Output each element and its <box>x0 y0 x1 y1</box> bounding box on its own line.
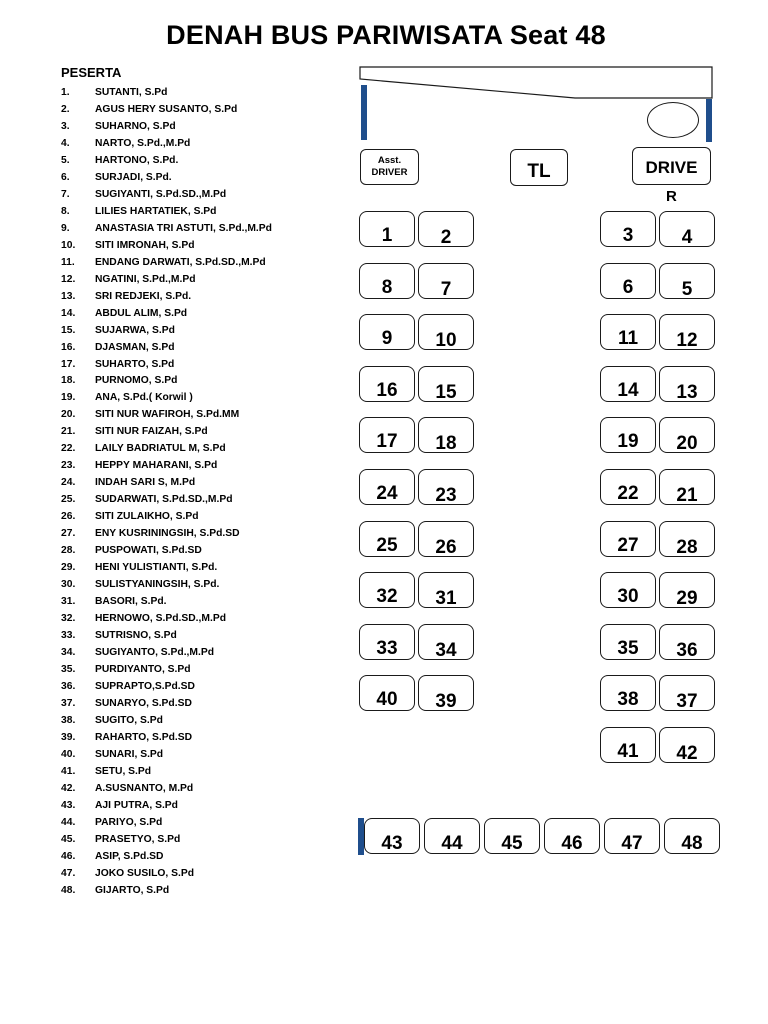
seat-number: 12 <box>676 330 698 351</box>
seat-button[interactable] <box>418 366 474 402</box>
participant-name: DJASMAN, S.Pd <box>95 341 175 353</box>
seat-number: 30 <box>617 586 639 607</box>
participant-name: LILIES HARTATIEK, S.Pd <box>95 205 217 217</box>
participant-number: 39. <box>61 731 76 743</box>
participant-number: 43. <box>61 799 76 811</box>
seat-number: 17 <box>376 431 398 452</box>
participant-number: 41. <box>61 765 76 777</box>
seat-button[interactable] <box>659 727 715 763</box>
participant-name: HARTONO, S.Pd. <box>95 154 179 166</box>
participant-name: HENI YULISTIANTI, S.Pd. <box>95 562 218 574</box>
seat-button[interactable] <box>600 263 656 299</box>
participant-number: 14. <box>61 307 76 319</box>
seat-button[interactable] <box>600 314 656 350</box>
seat-button[interactable] <box>600 469 656 505</box>
participant-number: 19. <box>61 392 76 404</box>
participant-name: SUDARWATI, S.Pd.SD.,M.Pd <box>95 494 233 506</box>
participant-name: SETU, S.Pd <box>95 765 152 777</box>
participant-name: NARTO, S.Pd.,M.Pd <box>95 137 191 149</box>
participant-number: 40. <box>61 748 76 760</box>
page-title: DENAH BUS PARIWISATA Seat 48 <box>166 20 606 50</box>
participant-number: 24. <box>61 477 76 489</box>
seat-button[interactable] <box>359 572 415 608</box>
seat-number: 18 <box>435 433 457 454</box>
seat-button[interactable] <box>659 314 715 350</box>
seat-button[interactable] <box>359 417 415 453</box>
participant-number: 31. <box>61 596 76 608</box>
participant-number: 11. <box>61 256 75 268</box>
seat-button[interactable] <box>418 314 474 350</box>
participant-name: PARIYO, S.Pd <box>95 816 163 828</box>
seat-number: 11 <box>617 328 639 349</box>
front-door-right-marker <box>706 99 712 142</box>
participant-number: 21. <box>61 426 76 438</box>
driver-label-line1: DRIVE <box>645 158 698 177</box>
seat-button[interactable] <box>659 572 715 608</box>
seat-button[interactable] <box>600 727 656 763</box>
seat-number: 38 <box>617 689 639 710</box>
seat-number: 13 <box>676 382 698 403</box>
participant-number: 29. <box>61 562 76 574</box>
seat-button[interactable] <box>544 818 600 854</box>
seat-number: 46 <box>561 833 583 854</box>
seat-button[interactable] <box>359 675 415 711</box>
participant-number: 46. <box>61 850 76 862</box>
seat-number: 34 <box>435 640 457 661</box>
participant-name: ENY KUSRININGSIH, S.Pd.SD <box>95 528 240 540</box>
seat-number: 16 <box>376 380 398 401</box>
participant-number: 15. <box>61 324 76 336</box>
participant-name: SUHARNO, S.Pd <box>95 120 176 132</box>
seat-number: 45 <box>501 833 523 854</box>
seat-button[interactable] <box>600 366 656 402</box>
participant-name: ABDUL ALIM, S.Pd <box>95 307 188 319</box>
seat-button[interactable] <box>418 521 474 557</box>
tl-label: TL <box>527 161 551 182</box>
asst-driver-label-line1: Asst. <box>377 155 402 166</box>
seat-number: 33 <box>376 638 398 659</box>
seat-button[interactable] <box>659 366 715 402</box>
participant-name: SULISTYANINGSIH, S.Pd. <box>95 579 220 591</box>
participant-number: 38. <box>61 714 76 726</box>
seat-button[interactable] <box>659 469 715 505</box>
seat-button[interactable] <box>364 818 420 854</box>
participant-number: 1. <box>61 87 70 98</box>
participant-name: SURJADI, S.Pd. <box>95 171 172 183</box>
participant-name: BASORI, S.Pd. <box>95 596 167 608</box>
participant-number: 44. <box>61 816 76 828</box>
seat-number: 7 <box>440 279 452 300</box>
participant-number: 8. <box>61 205 70 217</box>
seat-button[interactable] <box>659 624 715 660</box>
participant-number: 16. <box>61 341 76 353</box>
seat-button[interactable] <box>359 263 415 299</box>
seat-button[interactable] <box>604 818 660 854</box>
asst-driver-seat[interactable] <box>360 149 419 185</box>
seat-button[interactable] <box>418 417 474 453</box>
seat-number: 15 <box>435 382 457 403</box>
seat-button[interactable] <box>600 624 656 660</box>
seat-button[interactable] <box>664 818 720 854</box>
seat-button[interactable] <box>659 521 715 557</box>
seat-number: 23 <box>435 485 457 506</box>
seat-number: 1 <box>381 225 393 246</box>
participant-name: ASIP, S.Pd.SD <box>95 850 164 862</box>
participant-name: SUPRAPTO,S.Pd.SD <box>95 680 195 692</box>
participant-name: SUGIYANTI, S.Pd.SD.,M.Pd <box>95 188 227 200</box>
seat-button[interactable] <box>359 314 415 350</box>
participant-name: SUTRISNO, S.Pd <box>95 630 177 642</box>
participant-number: 28. <box>61 545 76 557</box>
seat-number: 41 <box>617 741 639 762</box>
seat-number: 44 <box>441 833 463 854</box>
seat-number: 19 <box>617 431 639 452</box>
asst-driver-label-line2: DRIVER <box>371 167 408 178</box>
seat-button[interactable] <box>418 675 474 711</box>
seat-number: 31 <box>435 588 457 609</box>
seat-button[interactable] <box>659 211 715 247</box>
seat-button[interactable] <box>418 572 474 608</box>
participant-name: INDAH SARI S, M.Pd <box>95 477 196 489</box>
participant-name: JOKO SUSILO, S.Pd <box>95 867 194 879</box>
participant-number: 35. <box>61 663 76 675</box>
driver-label-line2: R <box>666 188 677 205</box>
participant-name: SUNARYO, S.Pd.SD <box>95 697 192 709</box>
seat-button[interactable] <box>424 818 480 854</box>
seat-number: 48 <box>681 833 703 854</box>
participant-name: A.SUSNANTO, M.Pd <box>95 782 194 794</box>
tl-seat[interactable] <box>510 149 568 186</box>
seat-number: 35 <box>617 638 639 659</box>
participant-number: 3. <box>61 120 70 132</box>
participant-number: 47. <box>61 867 76 879</box>
participant-number: 10. <box>61 239 76 251</box>
seat-button[interactable] <box>418 624 474 660</box>
participant-number: 12. <box>61 273 76 285</box>
seat-number: 39 <box>435 691 457 712</box>
participant-name: NGATINI, S.Pd.,M.Pd <box>95 273 196 285</box>
participant-name: SUTANTI, S.Pd <box>95 87 168 98</box>
seat-button[interactable] <box>359 624 415 660</box>
seat-number: 22 <box>617 483 639 504</box>
seat-number: 4 <box>681 227 693 248</box>
participant-number: 27. <box>61 528 76 540</box>
seat-number: 5 <box>681 279 693 300</box>
participant-number: 5. <box>61 154 70 166</box>
seat-button[interactable] <box>600 572 656 608</box>
participant-number: 23. <box>61 460 76 472</box>
seat-number: 9 <box>381 328 393 349</box>
participant-name: AGUS HERY SUSANTO, S.Pd <box>95 103 238 115</box>
participant-number: 34. <box>61 647 76 658</box>
participant-name: PRASETYO, S.Pd <box>95 833 181 845</box>
seat-button[interactable] <box>359 469 415 505</box>
participant-number: 48. <box>61 884 76 896</box>
participant-name: SRI REDJEKI, S.Pd. <box>95 290 192 302</box>
seat-button[interactable] <box>659 675 715 711</box>
seat-button[interactable] <box>600 417 656 453</box>
participant-name: SUNARI, S.Pd <box>95 748 164 760</box>
seat-button[interactable] <box>359 211 415 247</box>
participant-number: 7. <box>61 188 70 200</box>
participant-name: GIJARTO, S.Pd <box>95 884 170 896</box>
participant-name: SITI NUR FAIZAH, S.Pd <box>95 426 208 438</box>
seat-number: 21 <box>676 485 698 506</box>
participant-number: 37. <box>61 697 76 709</box>
participant-number: 13. <box>61 290 76 302</box>
participant-number: 20. <box>61 409 76 421</box>
seat-button[interactable] <box>600 521 656 557</box>
participant-name: SITI IMRONAH, S.Pd <box>95 239 195 251</box>
seat-number: 3 <box>622 225 634 246</box>
participant-number: 18. <box>61 375 76 387</box>
participant-number: 42. <box>61 782 76 794</box>
participant-number: 25. <box>61 494 76 506</box>
participants-heading: PESERTA <box>61 65 122 80</box>
seat-button[interactable] <box>359 366 415 402</box>
participant-number: 2. <box>61 103 70 115</box>
seat-number: 28 <box>676 537 698 558</box>
seat-number: 25 <box>376 535 398 556</box>
participant-number: 6. <box>61 171 70 183</box>
seat-number: 32 <box>376 586 398 607</box>
seat-number: 47 <box>621 833 643 854</box>
seat-number: 27 <box>617 535 639 556</box>
seat-number: 24 <box>376 483 398 504</box>
seat-number: 10 <box>435 330 457 351</box>
seat-number: 8 <box>381 277 393 298</box>
seat-number: 43 <box>381 833 403 854</box>
participant-name: SUHARTO, S.Pd <box>95 358 175 370</box>
seat-number: 2 <box>440 227 452 248</box>
participant-name: PURNOMO, S.Pd <box>95 375 178 387</box>
participant-number: 26. <box>61 511 76 523</box>
participant-name: HEPPY MAHARANI, S.Pd <box>95 460 218 472</box>
participant-name: AJI PUTRA, S.Pd <box>95 799 178 811</box>
seat-number: 6 <box>622 277 634 298</box>
participant-name: HERNOWO, S.Pd.SD.,M.Pd <box>95 613 227 625</box>
seat-button[interactable] <box>484 818 540 854</box>
participant-number: 33. <box>61 630 76 642</box>
participant-name: SITI NUR WAFIROH, S.Pd.MM <box>95 409 240 421</box>
participant-name: SITI ZULAIKHO, S.Pd <box>95 511 199 523</box>
seat-button[interactable] <box>600 675 656 711</box>
seat-button[interactable] <box>418 469 474 505</box>
participant-name: ANA, S.Pd.( Korwil ) <box>95 392 193 404</box>
participant-number: 45. <box>61 833 76 845</box>
participant-name: ENDANG DARWATI, S.Pd.SD.,M.Pd <box>95 256 266 268</box>
seat-number: 42 <box>676 743 698 764</box>
seat-number: 26 <box>435 537 457 558</box>
participant-name: SUGITO, S.Pd <box>95 714 163 726</box>
seat-number: 29 <box>676 588 698 609</box>
seat-number: 36 <box>676 640 698 661</box>
participant-name: RAHARTO, S.Pd.SD <box>95 731 193 743</box>
participant-name: SUGIYANTO, S.Pd.,M.Pd <box>95 647 215 658</box>
participant-number: 17. <box>61 358 76 370</box>
seat-number: 14 <box>617 380 639 401</box>
participant-name: PURDIYANTO, S.Pd <box>95 663 191 675</box>
seat-button[interactable] <box>659 263 715 299</box>
participant-number: 30. <box>61 579 76 591</box>
participant-number: 36. <box>61 680 76 692</box>
seat-button[interactable] <box>418 211 474 247</box>
participant-name: ANASTASIA TRI ASTUTI, S.Pd.,M.Pd <box>95 222 272 234</box>
steering-wheel-icon <box>647 102 699 138</box>
participant-name: SUJARWA, S.Pd <box>95 324 175 336</box>
seat-button[interactable] <box>659 417 715 453</box>
participant-number: 22. <box>61 443 76 455</box>
seat-number: 37 <box>676 691 698 712</box>
seat-button[interactable] <box>600 211 656 247</box>
participant-name: PUSPOWATI, S.Pd.SD <box>95 545 202 557</box>
seat-button[interactable] <box>359 521 415 557</box>
participant-number: 32. <box>61 613 76 625</box>
participant-name: LAILY BADRIATUL M, S.Pd <box>95 443 226 455</box>
seat-number: 20 <box>676 433 698 454</box>
participant-number: 4. <box>61 137 70 149</box>
front-door-left-marker <box>361 85 367 140</box>
driver-seat[interactable] <box>632 147 711 185</box>
seat-button[interactable] <box>418 263 474 299</box>
participant-number: 9. <box>61 222 70 234</box>
seat-number: 40 <box>376 689 398 710</box>
